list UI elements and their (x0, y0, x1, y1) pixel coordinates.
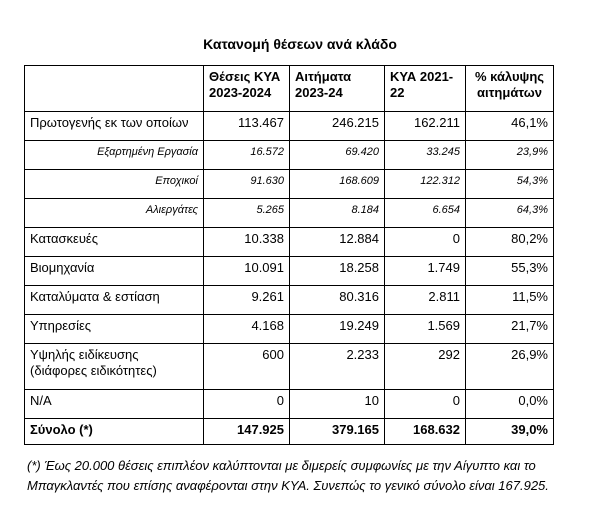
cell-coverage: 64,3% (466, 199, 554, 228)
cell-coverage: 80,2% (466, 228, 554, 257)
cell-kya: 4.168 (204, 315, 290, 344)
cell-sector: Πρωτογενής εκ των οποίων (25, 112, 204, 141)
cell-requests: 18.258 (290, 257, 385, 286)
cell-coverage: 26,9% (466, 344, 554, 390)
cell-coverage: 54,3% (466, 170, 554, 199)
cell-kya: 10.338 (204, 228, 290, 257)
table-row (25, 286, 554, 315)
cell-sector: Υψηλής ειδίκευσης (διάφορες ειδικότητες) (25, 344, 204, 390)
cell-kya: 91.630 (204, 170, 290, 199)
cell-kya-prev: 122.312 (385, 170, 466, 199)
cell-requests: 2.233 (290, 344, 385, 390)
cell-kya-prev: 6.654 (385, 199, 466, 228)
cell-coverage: 21,7% (466, 315, 554, 344)
cell-kya: 10.091 (204, 257, 290, 286)
cell-total-kya-prev: 168.632 (385, 419, 466, 445)
cell-requests: 19.249 (290, 315, 385, 344)
table-header-row (25, 66, 554, 112)
document-title: Κατανομή θέσεων ανά κλάδο (203, 36, 397, 52)
allocation-table (24, 65, 554, 445)
cell-requests: 10 (290, 390, 385, 419)
table-row (25, 257, 554, 286)
total-row (25, 419, 554, 445)
cell-coverage: 11,5% (466, 286, 554, 315)
cell-sector: Καταλύματα & εστίαση (25, 286, 204, 315)
cell-kya-prev: 2.811 (385, 286, 466, 315)
table-row (25, 390, 554, 419)
cell-coverage: 46,1% (466, 112, 554, 141)
table-row (25, 199, 554, 228)
cell-requests: 69.420 (290, 141, 385, 170)
cell-sector: Υπηρεσίες (25, 315, 204, 344)
table-row (25, 315, 554, 344)
cell-total-requests: 379.165 (290, 419, 385, 445)
table-row (25, 170, 554, 199)
cell-sector: Εξαρτημένη Εργασία (25, 141, 204, 170)
cell-kya: 5.265 (204, 199, 290, 228)
header-kya-2023-2024: Θέσεις ΚΥΑ 2023-2024 (204, 66, 290, 112)
cell-kya-prev: 1.749 (385, 257, 466, 286)
cell-total-label: Σύνολο (*) (25, 419, 204, 445)
cell-kya: 113.467 (204, 112, 290, 141)
cell-kya: 16.572 (204, 141, 290, 170)
cell-sector: N/A (25, 390, 204, 419)
footnote: (*) Έως 20.000 θέσεις επιπλέον καλύπτονται με διμερείς συμφωνίες με την Αίγυπτο και το Μπαγκλαντές που επίσης αναφέρονται στην ΚΥΑ. Συνεπώς το γενικό σύνολο είναι 167.925. (27, 458, 549, 493)
cell-requests: 246.215 (290, 112, 385, 141)
cell-requests: 168.609 (290, 170, 385, 199)
header-requests-2023-24: Αιτήματα 2023-24 (290, 66, 385, 112)
header-kya-2021-22: ΚΥΑ 2021-22 (385, 66, 466, 112)
cell-sector: Βιομηχανία (25, 257, 204, 286)
cell-kya: 9.261 (204, 286, 290, 315)
cell-requests: 80.316 (290, 286, 385, 315)
cell-coverage: 23,9% (466, 141, 554, 170)
cell-kya-prev: 1.569 (385, 315, 466, 344)
cell-kya-prev: 0 (385, 390, 466, 419)
cell-sector: Αλιεργάτες (25, 199, 204, 228)
cell-total-coverage: 39,0% (466, 419, 554, 445)
table-row (25, 344, 554, 390)
cell-requests: 8.184 (290, 199, 385, 228)
table-row (25, 141, 554, 170)
header-coverage: % κάλυψης αιτημάτων (466, 66, 554, 112)
cell-kya: 600 (204, 344, 290, 390)
cell-kya-prev: 162.211 (385, 112, 466, 141)
cell-sector: Εποχικοί (25, 170, 204, 199)
cell-kya-prev: 33.245 (385, 141, 466, 170)
cell-kya-prev: 292 (385, 344, 466, 390)
cell-kya: 0 (204, 390, 290, 419)
cell-requests: 12.884 (290, 228, 385, 257)
cell-kya-prev: 0 (385, 228, 466, 257)
cell-coverage: 0,0% (466, 390, 554, 419)
header-sector (25, 66, 204, 112)
cell-sector: Κατασκευές (25, 228, 204, 257)
table-row (25, 112, 554, 141)
table-row (25, 228, 554, 257)
cell-coverage: 55,3% (466, 257, 554, 286)
cell-total-kya: 147.925 (204, 419, 290, 445)
